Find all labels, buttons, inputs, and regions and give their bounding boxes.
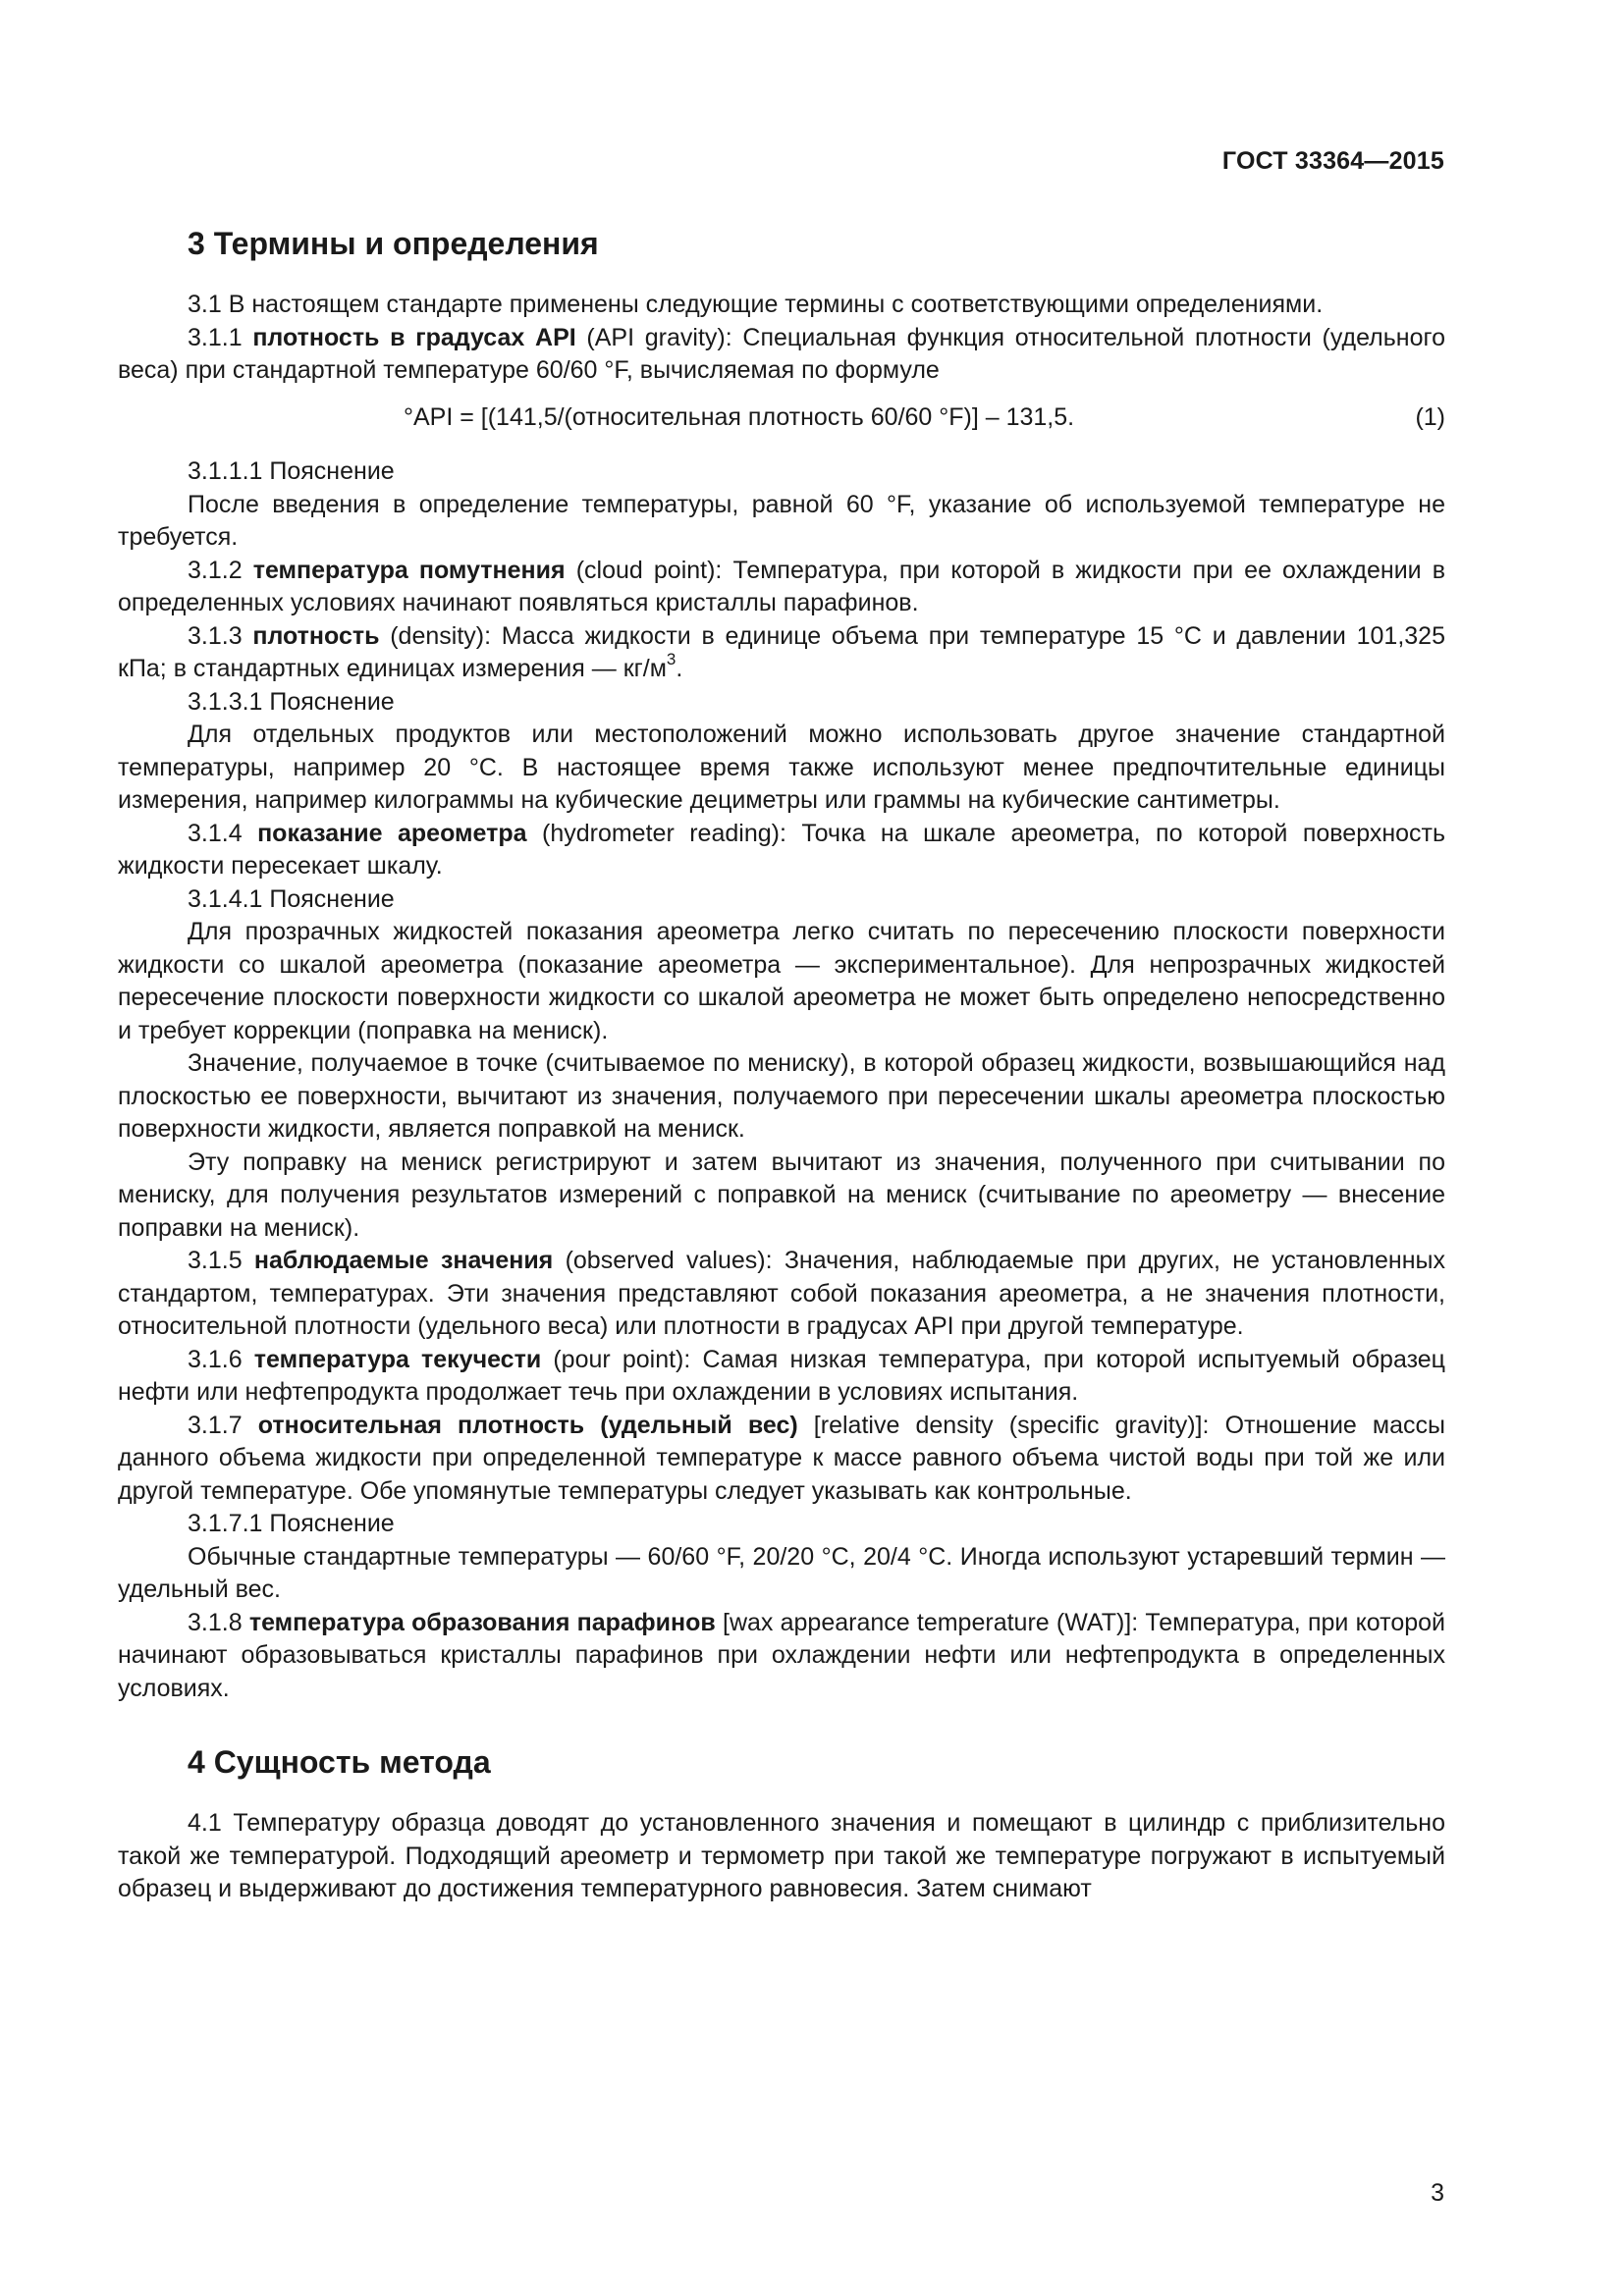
- term-number: 3.1.6: [188, 1345, 254, 1373]
- note-3-1-4-1-heading: 3.1.4.1 Пояснение: [188, 884, 395, 913]
- term-3-1-7: [118, 1410, 1445, 1509]
- term-name: показание ареометра: [257, 819, 527, 847]
- term-name: плотность: [252, 621, 380, 650]
- term-3-1-6: [118, 1344, 1445, 1410]
- formula-1: [118, 401, 1445, 435]
- term-name: относительная плотность (удельный вес): [257, 1411, 798, 1439]
- term-end: .: [676, 655, 683, 682]
- term-3-1-2: [118, 555, 1445, 620]
- paragraph-4-1: 4.1 Температуру образца доводят до установленного значения и помещают в цилиндр с приблизительно такой же температурой. Подходящий ареометр и термометр при такой же температуре погружают в испытуемый образец и выдерживают до достижения температурного равновесия. Затем снимают: [118, 1809, 1445, 1902]
- note-3-1-7-1-text: Обычные стандартные температуры — 60/60 °F, 20/20 °C, 20/4 °C. Иногда используют устаревший термин — удельный вес.: [118, 1542, 1445, 1603]
- term-name: температура образования парафинов: [248, 1608, 716, 1636]
- note-3-1-4-1-text-2: Значение, получаемое в точке (считываемое по мениску), в которой образец жидкости, возвышающийся над плоскостью ее поверхности, вычитают из значения, получаемого при пересечении шкалы ареометра плоскостью поверхности жидкости, является поправкой на мениск.: [118, 1049, 1445, 1143]
- superscript: 3: [666, 649, 677, 668]
- paragraph-3-1: 3.1 В настоящем стандарте применены следующие термины с соответствующими определениями.: [188, 291, 1324, 318]
- term-number: 3.1.4: [188, 819, 258, 847]
- note-3-1-1-1-heading: 3.1.1.1 Пояснение: [188, 457, 395, 485]
- term-number: 3.1.2: [188, 556, 253, 584]
- term-number: 3.1.7: [188, 1411, 258, 1439]
- note-3-1-1-1-text: После введения в определение температуры, равной 60 °F, указание об используемой температуре не требуется.: [118, 490, 1445, 551]
- note-3-1-3-1-text: Для отдельных продуктов или местоположений можно использовать другое значение стандартной температуры, например 20 °С. В настоящее время также используют менее предпочтительные единицы измерения, например килограммы на кубические дециметры или граммы на кубические сантиметры.: [118, 721, 1445, 814]
- page-content: [118, 224, 1445, 1906]
- term-3-1-4: [118, 818, 1445, 883]
- page-number: 3: [1431, 2179, 1444, 2207]
- note-3-1-4-1-text-3: Эту поправку на мениск регистрируют и затем вычитают из значения, полученного при считывании по мениску, для получения результатов измерений с поправкой на мениск (считывание по ареометру — внесение поправки на мениск).: [118, 1148, 1445, 1242]
- term-definition: (cloud point): Температура, при которой в жидкости при ее охлаждении в определенных условиях начинают появляться кристаллы парафинов.: [118, 556, 1445, 616]
- term-3-1-8: [118, 1607, 1445, 1706]
- term-definition: (pour point): Самая низкая температура, при которой испытуемый образец нефти или нефтепродукта продолжает течь при охлаждении в условиях испытания.: [118, 1345, 1445, 1406]
- term-name: плотность в градусах API: [252, 323, 576, 351]
- term-definition: (hydrometer reading): Точка на шкале ареометра, по которой поверхность жидкости пересекает шкалу.: [118, 819, 1445, 880]
- note-3-1-4-1-text-1: Для прозрачных жидкостей показания ареометра легко считать по пересечению плоскости поверхности жидкости со шкалой ареометра (показание ареометра — экспериментальное). Для непрозрачных жидкостей пересечение плоскости поверхности жидкости со шкалой ареометра не может быть определено непосредственно и требует коррекции (поправка на мениск).: [118, 918, 1445, 1044]
- term-number: 3.1.3: [188, 621, 253, 650]
- term-definition: [relative density (specific gravity)]: Отношение массы данного объема жидкости при определенной температуре к массе равного объема чистой воды при той же или другой температуре. Обе упомянутые температуры следует указывать как контрольные.: [118, 1411, 1445, 1505]
- formula-number: (1): [1415, 402, 1445, 431]
- standard-header: ГОСТ 33364—2015: [1221, 147, 1444, 175]
- section-3-title: 3 Термины и определения: [188, 226, 599, 261]
- term-3-1-1: [118, 322, 1445, 388]
- term-name: температура текучести: [253, 1345, 542, 1373]
- section-4-title: 4 Сущность метода: [188, 1744, 491, 1780]
- term-definition: (density): Масса жидкости в единице объема при температуре 15 °C и давлении 101,325 кПа; в стандартных единицах измерения — кг/м: [118, 621, 1445, 682]
- term-definition: [wax appearance temperature (WAT)]: Температура, при которой начинают образовываться кристаллы парафинов при охлаждении нефти или нефтепродукта в определенных условиях.: [118, 1608, 1446, 1702]
- term-definition: (API gravity): Специальная функция относительной плотности (удельного веса) при стандартной температуре 60/60 °F, вычисляемая по формуле: [118, 323, 1445, 384]
- term-3-1-3: [118, 620, 1445, 686]
- formula-expression: °API = [(141,5/(относительная плотность 60/60 °F)] – 131,5.: [404, 402, 1075, 431]
- term-number: 3.1.8: [188, 1608, 249, 1636]
- note-3-1-3-1-heading: 3.1.3.1 Пояснение: [188, 687, 395, 716]
- term-name: наблюдаемые значения: [253, 1247, 554, 1274]
- note-3-1-7-1-heading: 3.1.7.1 Пояснение: [188, 1510, 395, 1537]
- term-number: 3.1.5: [188, 1247, 254, 1274]
- term-name: температура помутнения: [252, 556, 566, 584]
- term-definition: (observed values): Значения, наблюдаемые при других, не установленных стандартом, температурах. Эти значения представляют собой показания ареометра, а не значения плотности, относительной плотности (удельного веса) или плотности в градусах API при другой температуре.: [118, 1247, 1445, 1340]
- term-3-1-5: [118, 1245, 1445, 1344]
- term-number: 3.1.1: [188, 323, 253, 351]
